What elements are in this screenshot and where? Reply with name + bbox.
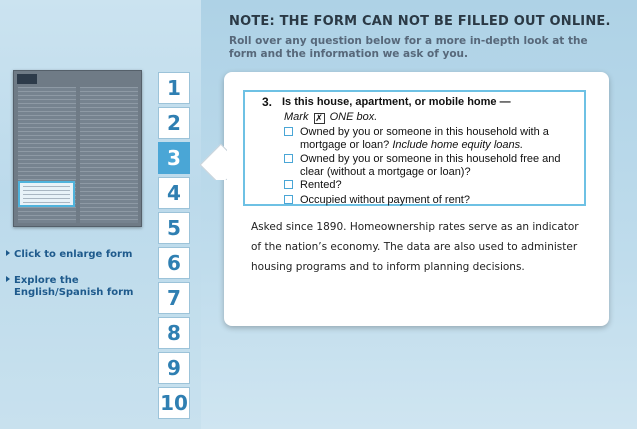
question-tab-1[interactable]: 1 xyxy=(158,72,190,104)
explore-label-line2: English/Spanish form xyxy=(14,287,134,298)
question-tab-9[interactable]: 9 xyxy=(158,352,190,384)
option-note: Include home equity loans. xyxy=(392,139,524,151)
question-tab-8[interactable]: 8 xyxy=(158,317,190,349)
census-logo xyxy=(17,74,37,84)
form-thumbnail[interactable] xyxy=(13,70,142,227)
instruction-one-box: ONE box. xyxy=(329,111,378,123)
option-label: Owned by you or someone in this household free and xyxy=(300,153,561,165)
option-label: Owned by you or someone in this household with a xyxy=(300,126,549,138)
note-title: NOTE: THE FORM CAN NOT BE FILLED OUT ONLINE. xyxy=(229,14,611,29)
x-mark-icon: ✗ xyxy=(315,113,323,123)
form-column-right xyxy=(80,87,138,223)
question-tab-10[interactable]: 10 xyxy=(158,387,190,419)
enlarge-form-label: Click to enlarge form xyxy=(14,249,133,260)
option-label: Occupied without payment of rent? xyxy=(300,194,470,206)
form-highlight xyxy=(18,181,75,207)
note-subtitle: Roll over any question below for a more in-depth look at the form and the information we ask of you. xyxy=(229,35,588,60)
question-instruction xyxy=(284,111,377,124)
question-tab-2[interactable]: 2 xyxy=(158,107,190,139)
question-tab-3[interactable]: 3 xyxy=(158,142,190,174)
question-text: Is this house, apartment, or mobile home — xyxy=(282,96,511,108)
option-label-cont: clear (without a mortgage or loan)? xyxy=(300,166,471,178)
enlarge-form-link[interactable] xyxy=(6,249,132,261)
question-box xyxy=(243,90,586,206)
question-tab-4[interactable]: 4 xyxy=(158,177,190,209)
question-tab-6[interactable]: 6 xyxy=(158,247,190,279)
checkbox[interactable] xyxy=(284,127,293,136)
arrow-right-icon xyxy=(6,250,10,256)
checkbox[interactable] xyxy=(284,154,293,163)
option-label-cont: mortgage or loan? xyxy=(300,139,393,151)
explore-spanish-form-link[interactable] xyxy=(6,275,133,299)
explore-label-line1: Explore the xyxy=(14,275,79,286)
arrow-right-icon xyxy=(6,276,10,282)
question-description: Asked since 1890. Homeownership rates serve as an indicator of the nation’s economy. The data are also used to administer housing programs and to inform planning decisions. xyxy=(251,221,579,273)
question-number: 3. xyxy=(262,95,273,109)
checkbox[interactable] xyxy=(284,180,293,189)
question-tab-7[interactable]: 7 xyxy=(158,282,190,314)
question-tab-5[interactable]: 5 xyxy=(158,212,190,244)
callout-pointer xyxy=(197,144,227,180)
instruction-mark-label: Mark xyxy=(284,111,309,123)
checkbox[interactable] xyxy=(284,195,293,204)
option-label: Rented? xyxy=(300,179,342,191)
